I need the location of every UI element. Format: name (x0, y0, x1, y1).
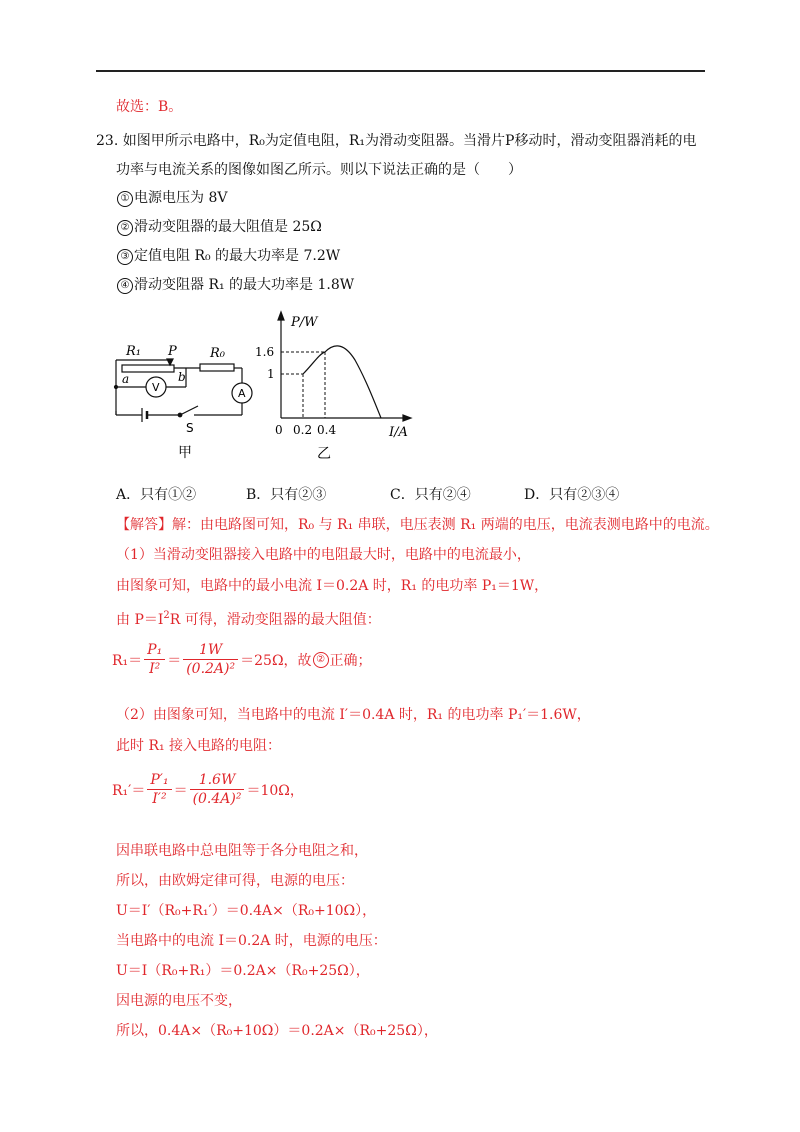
fraction-denominator: I² (149, 661, 161, 677)
equals-sign: ＝ (167, 652, 182, 669)
power-current-graph (255, 308, 425, 468)
statement-3-text: 定值电阻 R₀ 的最大功率是 7.2W (134, 248, 341, 264)
option-a-marks: ①② (168, 487, 197, 503)
fraction-p1-over-i2 (144, 642, 165, 677)
solution-text-1: 解：由电路图可知，R₀ 与 R₁ 串联，电压表测 R₁ 两端的电压，电流表测电路中的电流。 (172, 517, 719, 533)
fraction-values (183, 642, 238, 677)
power-curve (303, 346, 381, 418)
formula-2-result: ＝10Ω， (246, 782, 304, 799)
solution-line-5: （2）由图象可知，当电路中的电流 I′＝0.4A 时，R₁ 的电功率 P₁′＝1.6W， (116, 707, 591, 723)
fraction-numerator: P₁ (144, 642, 165, 660)
fraction-numerator: 1.6W (190, 772, 245, 790)
label-p: P (168, 344, 177, 359)
question-number: 23. (96, 133, 119, 149)
circled-number-4: ④ (117, 278, 133, 294)
y-tick-1: 1 (267, 367, 275, 381)
question-line-2: 功率与电流关系的图像如图乙所示。则以下说法正确的是（ ） (116, 162, 522, 178)
option-b-text: B．只有 (246, 487, 299, 503)
solution-line-12: 因电源的电压不变， (116, 993, 242, 1009)
statement-2 (116, 218, 322, 236)
formula-2-left: R₁′＝ (112, 782, 146, 799)
x-tick-0: 0 (275, 423, 283, 437)
solution-tag: 【解答】 (116, 517, 172, 533)
fraction-p1-prime-over-i-prime (147, 772, 171, 807)
circled-number-3: ③ (117, 249, 133, 265)
solution-line-7: 因串联电路中总电阻等于各分电阻之和， (116, 843, 368, 859)
circuit-diagram (108, 335, 268, 465)
circled-number-2: ② (313, 652, 329, 668)
formula-1 (112, 642, 372, 677)
solution-line-8: 所以，由欧姆定律可得，电源的电压： (116, 873, 354, 889)
statement-1 (116, 189, 227, 207)
label-b: b (178, 370, 186, 384)
x-axis-label: I/A (389, 425, 408, 440)
exponent: 2 (163, 610, 170, 621)
figure-jia-caption: 甲 (178, 445, 192, 461)
statement-3 (116, 247, 340, 265)
option-b-marks: ②③ (298, 487, 327, 503)
option-b[interactable] (246, 484, 326, 504)
option-c-text: C．只有 (390, 487, 443, 503)
statement-4-text: 滑动变阻器 R₁ 的最大功率是 1.8W (134, 277, 355, 293)
fraction-denominator: I′² (152, 791, 167, 807)
label-r0: R₀ (210, 346, 225, 361)
y-axis-arrow (278, 312, 284, 320)
x-tick-0.2: 0.2 (293, 423, 313, 437)
solution-line-10: 当电路中的电流 I＝0.2A 时，电源的电压： (116, 933, 387, 949)
solution-line-4 (116, 607, 381, 629)
option-d-marks: ②③④ (577, 487, 620, 503)
y-tick-1.6: 1.6 (255, 345, 275, 359)
solution-line-9: U＝I′（R₀+R₁′）＝0.4A×（R₀+10Ω）， (116, 903, 377, 919)
option-a[interactable] (116, 484, 196, 504)
statement-2-text: 滑动变阻器的最大阻值是 25Ω (134, 219, 322, 235)
fraction-numerator: 1W (183, 642, 238, 660)
option-d[interactable] (524, 484, 619, 504)
x-tick-0.4: 0.4 (317, 423, 337, 437)
solution-line-3: 由图象可知，电路中的最小电流 I＝0.2A 时，R₁ 的电功率 P₁＝1W， (116, 578, 549, 594)
solution-line-13: 所以，0.4A×（R₀+10Ω）＝0.2A×（R₀+25Ω）， (116, 1023, 438, 1039)
fraction-denominator: (0.4A)² (192, 791, 242, 807)
question-text-1: 如图甲所示电路中，R₀为定值电阻，R₁为滑动变阻器。当滑片P移动时，滑动变阻器消耗的电 (122, 133, 697, 149)
option-c-marks: ②④ (442, 487, 471, 503)
ammeter-label: A (238, 387, 246, 400)
header-rule (96, 70, 705, 72)
figure-yi-caption: 乙 (317, 446, 331, 462)
fraction-denominator: (0.2A)² (186, 661, 236, 677)
solution-line-11: U＝I（R₀+R₁）＝0.2A×（R₀+25Ω）， (116, 963, 370, 979)
label-r1: R₁ (126, 344, 141, 359)
option-c[interactable] (390, 484, 471, 504)
switch-label: S (186, 421, 194, 435)
solution-text-4a: 由 P＝I (116, 612, 164, 628)
formula-2 (112, 772, 304, 807)
question-line-1 (96, 132, 696, 150)
circled-number-1: ① (117, 191, 133, 207)
fraction-values (190, 772, 245, 807)
x-axis-arrow (403, 415, 411, 421)
solution-line-6: 此时 R₁ 接入电路的电阻： (116, 738, 282, 754)
previous-answer: 故选：B。 (116, 99, 183, 115)
solution-line-1 (116, 516, 719, 534)
formula-1-left: R₁＝ (112, 652, 143, 669)
formula-1-end: 正确； (329, 652, 372, 669)
solution-line-2: （1）当滑动变阻器接入电路中的电阻最大时，电路中的电流最小， (116, 547, 531, 563)
formula-1-result: ＝25Ω，故 (240, 652, 312, 669)
option-a-text: A．只有 (116, 487, 169, 503)
option-d-text: D．只有 (524, 487, 578, 503)
label-a: a (122, 372, 130, 386)
statement-1-text: 电源电压为 8V (134, 190, 228, 206)
y-axis-label: P/W (291, 315, 318, 330)
circled-number-2: ② (117, 220, 133, 236)
solution-text-4b: R 可得，滑动变阻器的最大阻值： (169, 612, 381, 628)
statement-4 (116, 276, 354, 294)
fraction-numerator: P′₁ (147, 772, 171, 790)
equals-sign: ＝ (173, 782, 188, 799)
voltmeter-label: V (152, 381, 160, 394)
